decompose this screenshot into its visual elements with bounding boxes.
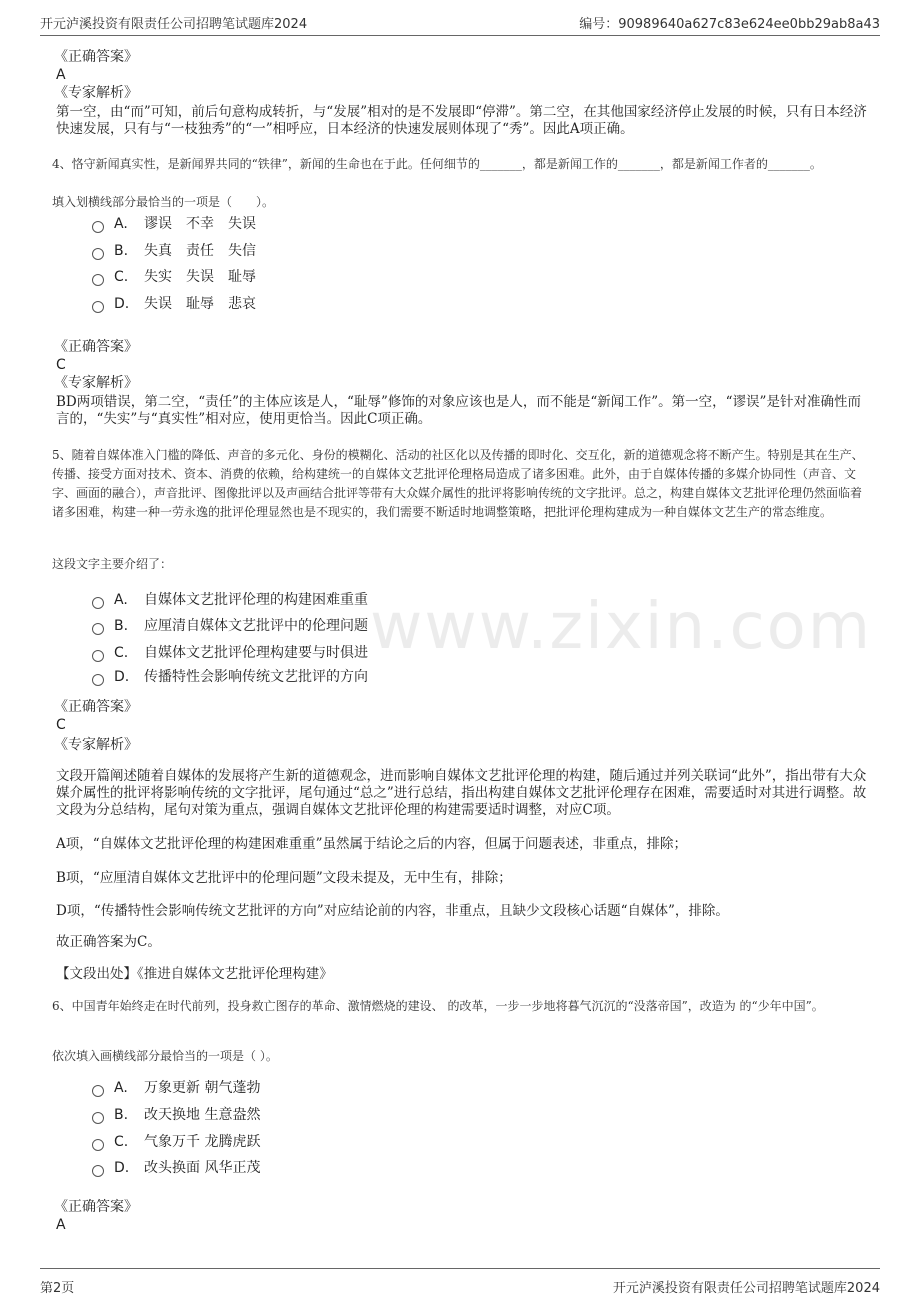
radio-icon[interactable] bbox=[92, 1139, 104, 1151]
radio-icon[interactable] bbox=[92, 1112, 104, 1124]
analysis-conclusion: 故正确答案为C。 bbox=[56, 934, 161, 950]
option-d[interactable] bbox=[92, 667, 368, 687]
answer-value: A bbox=[56, 67, 66, 83]
option-letter: C. bbox=[114, 1134, 129, 1150]
radio-icon[interactable] bbox=[92, 674, 104, 686]
radio-icon[interactable] bbox=[92, 248, 104, 260]
question-stem: 6、中国青年始终走在时代前列，投身救亡图存的革命、激情燃烧的建设、 的改革，一步一步地将暮气沉沉的“没落帝国”，改造为 的“少年中国”。 bbox=[52, 999, 824, 1013]
analysis-text: 第一空，由“而”可知，前后句意构成转折，与“发展”相对的是不发展即“停滞”。第二空，在其他国家经济停止发展的时候，只有日本经济快速发展，只有与“一枝独秀”的“一”相呼应，日本经济的快速发展则体现了“秀”。因此A项正确。 bbox=[56, 104, 867, 137]
analysis-option-b: B项，“应厘清自媒体文艺批评中的伦理问题”文段未提及，无中生有，排除； bbox=[56, 870, 512, 886]
option-d[interactable] bbox=[92, 1158, 260, 1178]
question-stem: 5、随着自媒体准入门槛的降低、声音的多元化、身份的模糊化、活动的社区化以及传播的即时化、交互化，新的道德观念将不断产生。特别是其在生产、传播、接受方面对技术、资本、消费的依赖，给构建统一的自媒体文艺批评伦理格局造成了诸多困难。此外，由于自媒体传播的多媒介协同性（声音、文字、画面的融合），声音批评、图像批评以及声画结合批评等带有大众媒介属性的批评将影响传统的文字批评。总之，构建自媒体文艺批评伦理仍然面临着诸多困难，构建一种一劳永逸的批评伦理显然也是不现实的，我们需要不断适时地调整策略，把批评伦理构建成为一种自媒体文艺生产的常态维度。 bbox=[52, 448, 864, 519]
header-title: 开元泸溪投资有限责任公司招聘笔试题库2024 bbox=[40, 17, 308, 32]
analysis-label: 《专家解析》 bbox=[54, 375, 138, 391]
question-instruction: 依次填入画横线部分最恰当的一项是（ ）。 bbox=[52, 1049, 278, 1063]
page-number: 第2页 bbox=[40, 1281, 75, 1296]
answer-label: 《正确答案》 bbox=[54, 699, 138, 715]
analysis-option-d: D项，“传播特性会影响传统文艺批评的方向”对应结论前的内容，非重点，且缺少文段核心话题“自媒体”，排除。 bbox=[56, 903, 729, 919]
text-source: 【文段出处】《推进自媒体文艺批评伦理构建》 bbox=[56, 966, 333, 982]
option-letter: D. bbox=[114, 296, 130, 312]
option-text: 失实 失误 耻辱 bbox=[144, 269, 256, 285]
radio-icon[interactable] bbox=[92, 274, 104, 286]
radio-icon[interactable] bbox=[92, 1165, 104, 1177]
option-letter: D. bbox=[114, 669, 130, 685]
option-b[interactable] bbox=[92, 1105, 260, 1125]
radio-icon[interactable] bbox=[92, 623, 104, 635]
option-letter: B. bbox=[114, 1107, 129, 1123]
option-letter: A. bbox=[114, 592, 128, 608]
analysis-text: BD两项错误，第二空，“责任”的主体应该是人，“耻辱”修饰的对象应该也是人，而不能是“新闻工作”。第一空，“谬误”是针对准确性而言的，“失实”与“真实性”相对应，使用更恰当。因此C项正确。 bbox=[56, 394, 861, 427]
option-b[interactable] bbox=[92, 241, 256, 261]
question-instruction: 填入划横线部分最恰当的一项是（ ）。 bbox=[52, 195, 275, 209]
answer-label: 《正确答案》 bbox=[54, 339, 138, 355]
answer-value: A bbox=[56, 1217, 66, 1233]
option-c[interactable] bbox=[92, 643, 368, 663]
document-id: 编号：90989640a627c83e624ee0bb29ab8a43 bbox=[579, 17, 880, 32]
option-c[interactable] bbox=[92, 1132, 260, 1152]
radio-icon[interactable] bbox=[92, 650, 104, 662]
analysis-text: 文段开篇阐述随着自媒体的发展将产生新的道德观念，进而影响自媒体文艺批评伦理的构建，随后通过并列关联词“此外”，指出带有大众媒介属性的批评将影响传统的文字批评，尾句通过“总之”进行总结，指出构建自媒体文艺批评伦理存在困难，需要适时对其进行调整。故文段为分总结构，尾句对策为重点，强调自媒体文艺批评伦理的构建需要适时调整，对应C项。 bbox=[56, 768, 867, 818]
answer-value: C bbox=[56, 357, 66, 373]
option-text: 谬误 不幸 失误 bbox=[144, 216, 256, 232]
answer-label: 《正确答案》 bbox=[54, 1199, 138, 1215]
answer-label: 《正确答案》 bbox=[54, 49, 138, 65]
option-text: 失真 责任 失信 bbox=[144, 243, 256, 259]
option-text: 自媒体文艺批评伦理构建要与时俱进 bbox=[144, 645, 368, 661]
analysis-label: 《专家解析》 bbox=[54, 737, 138, 753]
option-text: 应厘清自媒体文艺批评中的伦理问题 bbox=[144, 618, 368, 634]
option-text: 自媒体文艺批评伦理的构建困难重重 bbox=[144, 592, 368, 608]
question-stem: 4、恪守新闻真实性，是新闻界共同的“铁律”，新闻的生命也在于此。任何细节的_______，都是新闻工作的_______，都是新闻工作者的_______。 bbox=[52, 157, 822, 171]
option-letter: A. bbox=[114, 1080, 128, 1096]
option-text: 失误 耻辱 悲哀 bbox=[144, 296, 256, 312]
radio-icon[interactable] bbox=[92, 301, 104, 313]
option-text: 改天换地 生意盎然 bbox=[144, 1107, 261, 1123]
option-text: 改头换面 风华正茂 bbox=[144, 1160, 261, 1176]
answer-value: C bbox=[56, 717, 66, 733]
option-text: 万象更新 朝气蓬勃 bbox=[144, 1080, 261, 1096]
option-a[interactable] bbox=[92, 214, 256, 234]
option-b[interactable] bbox=[92, 616, 368, 636]
option-letter: B. bbox=[114, 618, 129, 634]
option-text: 气象万千 龙腾虎跃 bbox=[144, 1134, 261, 1150]
footer-title: 开元泸溪投资有限责任公司招聘笔试题库2024 bbox=[612, 1281, 880, 1296]
question-instruction: 这段文字主要介绍了： bbox=[52, 557, 173, 571]
option-a[interactable] bbox=[92, 1078, 260, 1098]
analysis-label: 《专家解析》 bbox=[54, 85, 138, 101]
radio-icon[interactable] bbox=[92, 1085, 104, 1097]
watermark: www.zixin.com bbox=[370, 590, 873, 664]
option-letter: B. bbox=[114, 243, 129, 259]
radio-icon[interactable] bbox=[92, 221, 104, 233]
analysis-option-a: A项，“自媒体文艺批评伦理的构建困难重重”虽然属于结论之后的内容，但属于问题表述，非重点，排除； bbox=[56, 836, 688, 852]
radio-icon[interactable] bbox=[92, 597, 104, 609]
option-letter: C. bbox=[114, 269, 129, 285]
option-c[interactable] bbox=[92, 267, 256, 287]
option-letter: A. bbox=[114, 216, 128, 232]
page-header bbox=[40, 10, 880, 36]
page-footer bbox=[40, 1268, 880, 1296]
option-a[interactable] bbox=[92, 590, 368, 610]
option-letter: D. bbox=[114, 1160, 130, 1176]
option-text: 传播特性会影响传统文艺批评的方向 bbox=[144, 669, 368, 685]
option-d[interactable] bbox=[92, 294, 256, 314]
option-letter: C. bbox=[114, 645, 129, 661]
